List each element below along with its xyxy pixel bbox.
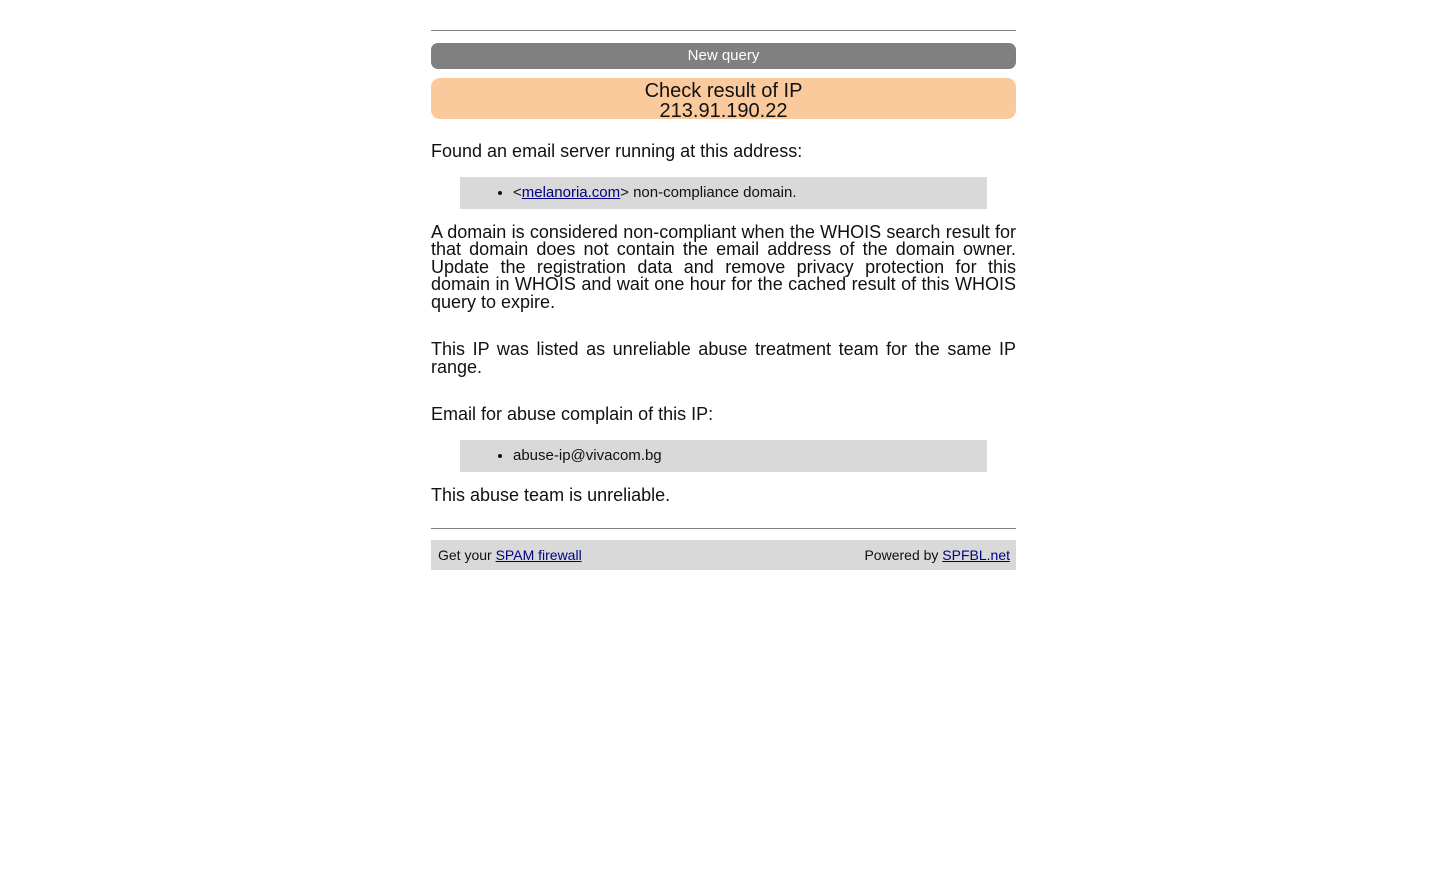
abuse-email-item: • abuse-ip@vivacom.bg [513,440,987,472]
result-title: Check result of IP [644,80,803,102]
server-list-panel [460,177,987,209]
footer-bar [431,540,1016,570]
abuse-list-panel [460,440,987,472]
spfbl-link[interactable]: SPFBL.net [942,547,1010,563]
new-query-button[interactable]: New query [431,43,1016,69]
footer-left-text: Get your [438,547,492,563]
page-container [431,30,1016,570]
server-list [460,177,987,209]
result-banner [431,78,1016,122]
spam-firewall-link[interactable]: SPAM firewall [495,547,582,563]
footer-left [438,540,582,570]
bottom-divider [431,528,1016,529]
abuse-status-text: This abuse team is unreliable. [431,484,671,505]
server-intro-text: Found an email server running at this address: [431,141,803,161]
footer-right [864,540,1010,570]
result-ip: 213.91.190.22 [659,100,788,122]
domain-prefix: < [513,183,522,201]
abuse-intro-text: Email for abuse complain of this IP: [431,404,714,424]
footer-right-text: Powered by [864,547,939,563]
server-list-item [513,177,987,209]
top-divider [431,30,1016,31]
domain-status: > non-compliance domain. [620,183,797,201]
non-compliance-explanation: A domain is considered non-compliant when the WHOIS search result for that domain does not contain the email address of the domain owner. Update the registration data and remove privacy protection for this domain in WHOIS and wait one hour for the cached result of this WHOIS query to expire. [431,221,1016,312]
domain-link[interactable]: melanoria.com [521,183,621,201]
abuse-list [460,440,987,472]
listing-note: This IP was listed as unreliable abuse treatment team for the same IP range. [431,339,1016,377]
